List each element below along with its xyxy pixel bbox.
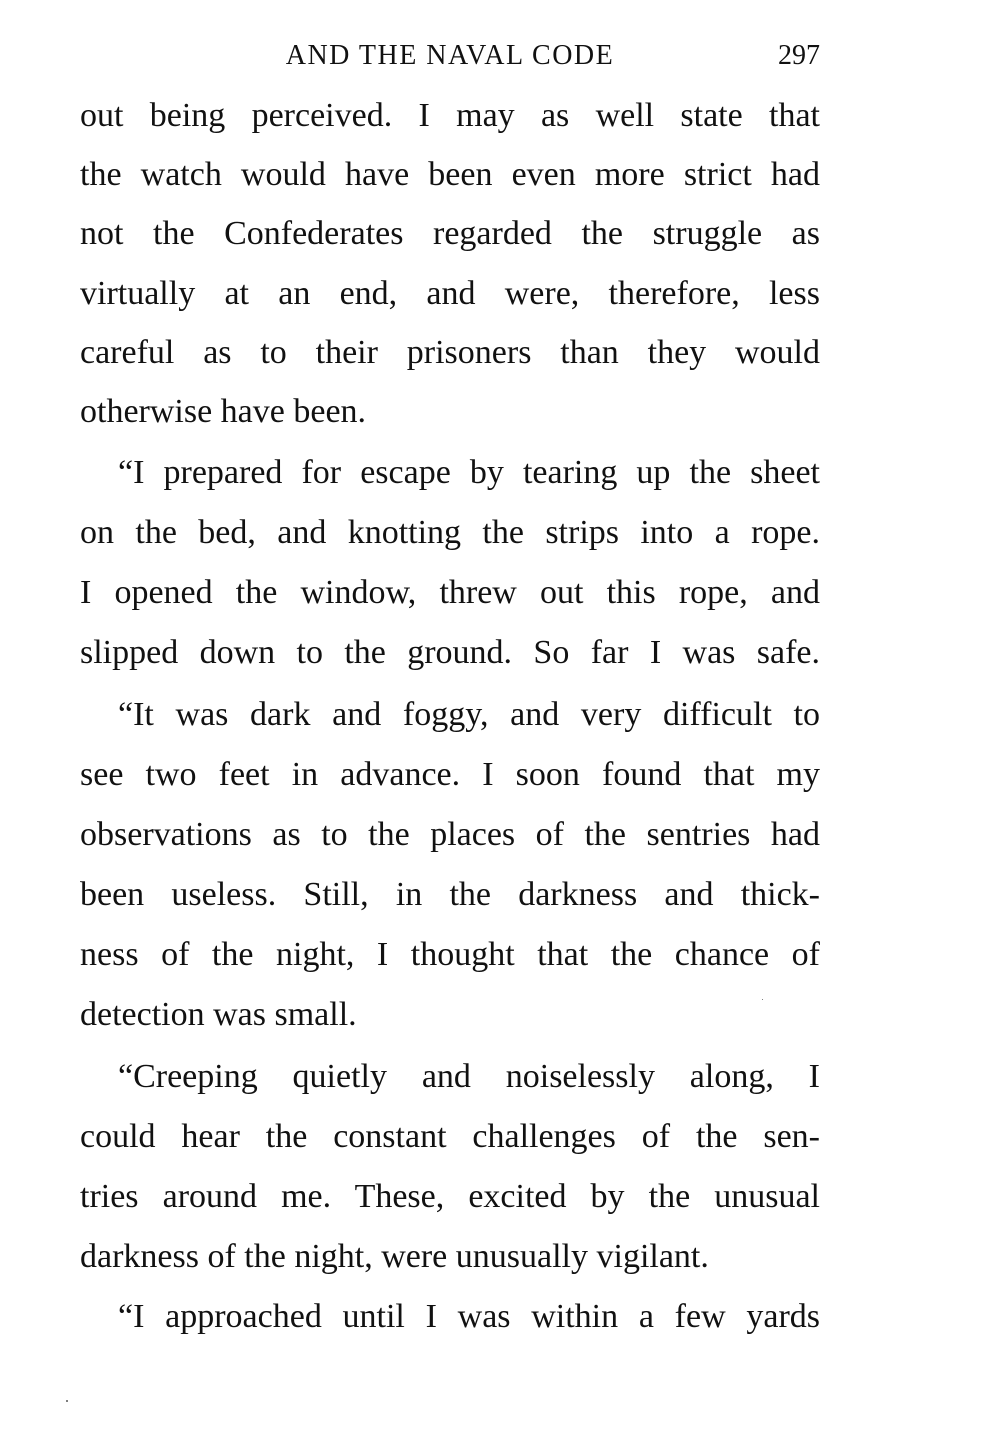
text-line: detection was small. xyxy=(80,996,357,1033)
text-line: tries around me. These, excited by the unusual xyxy=(80,1178,820,1215)
text-line: virtually at an end, and were, therefore, less xyxy=(80,275,820,312)
text-line: been useless. Still, in the darkness and thick- xyxy=(80,876,820,913)
scan-speck xyxy=(762,999,763,1000)
text-line: careful as to their prisoners than they would xyxy=(80,334,820,371)
text-line: “I approached until I was within a few yards xyxy=(118,1298,820,1335)
text-line: otherwise have been. xyxy=(80,393,367,430)
text-line: not the Confederates regarded the struggle as xyxy=(80,215,820,252)
text-line: “Creeping quietly and noiselessly along, I xyxy=(118,1058,820,1095)
text-line: could hear the constant challenges of the sen- xyxy=(80,1118,820,1155)
text-line: observations as to the places of the sentries had xyxy=(80,816,820,853)
running-head xyxy=(80,36,820,76)
running-title: AND THE NAVAL CODE xyxy=(285,40,615,71)
text-line: “I prepared for escape by tearing up the sheet xyxy=(118,454,820,491)
text-line: see two feet in advance. I soon found that my xyxy=(80,756,820,793)
page-number: 297 xyxy=(778,40,820,71)
text-line: I opened the window, threw out this rope, and xyxy=(80,574,820,611)
text-line: ness of the night, I thought that the chance of xyxy=(80,936,820,973)
text-line: “It was dark and foggy, and very difficult to xyxy=(118,696,820,733)
text-line: slipped down to the ground. So far I was safe. xyxy=(80,634,820,671)
text-line: the watch would have been even more strict had xyxy=(80,156,820,193)
text-line: darkness of the night, were unusually vigilant. xyxy=(80,1238,709,1275)
text-line: out being perceived. I may as well state that xyxy=(80,97,820,134)
text-line: on the bed, and knotting the strips into a rope. xyxy=(80,514,820,551)
scan-speck xyxy=(66,1400,68,1402)
